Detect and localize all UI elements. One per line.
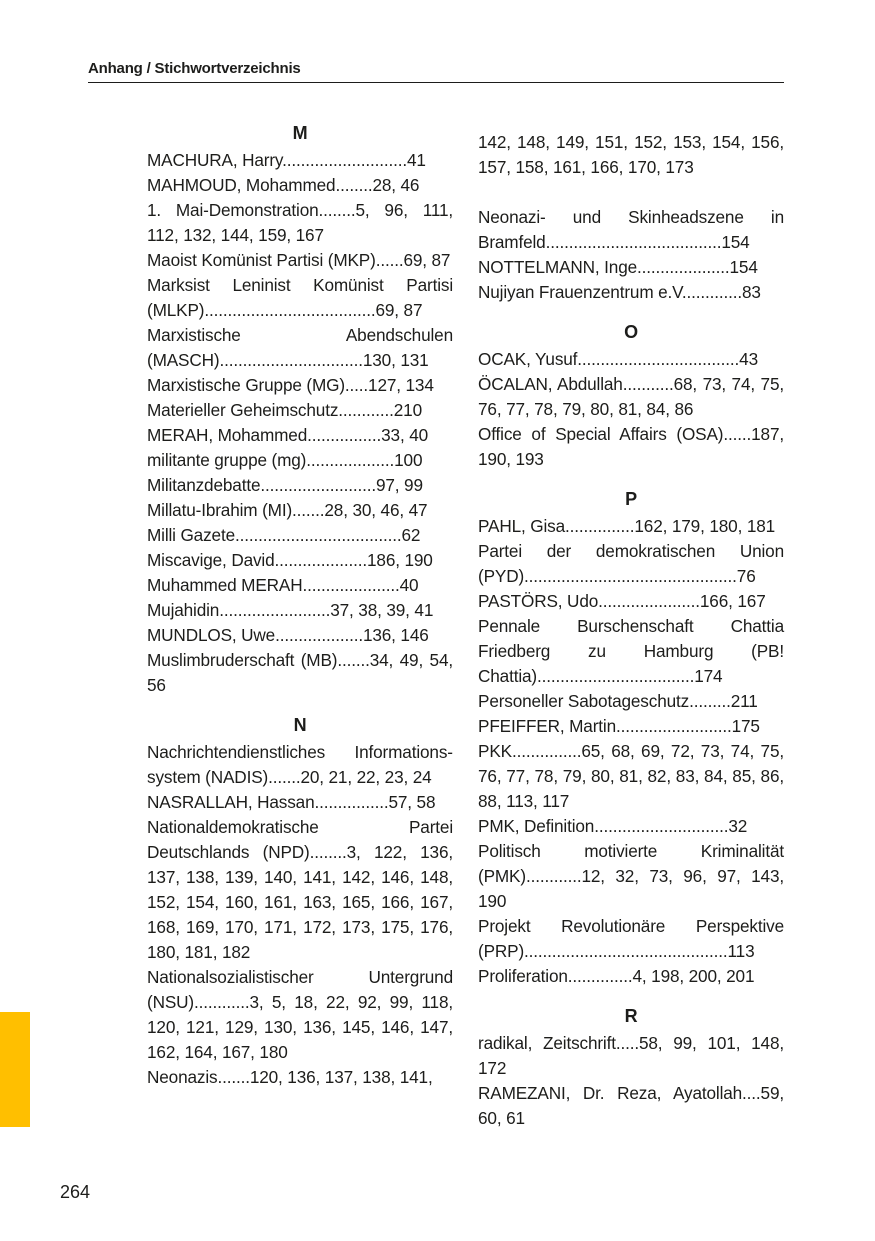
index-entry: Militanzdebatte.........................97, 99 [147,475,423,495]
index-entry: Projekt Revolutionäre Perspektive (PRP)............................................113 [478,916,784,961]
index-entry: NOTTELMANN, Inge....................154 [478,257,758,277]
index-entry: Nujiyan Frauenzentrum e.V.............83 [478,282,761,302]
index-entry: Nationaldemokratische Partei Deutschlands (NPD)........3, 122, 136, 137, 138, 139, 140, 141, 142, 146, 148, 152, 154, 160, 161, 163, 165, 166, 167, 168, 169, 170, 171, 172, 173, 175, 176, 180, 181, 182 [147,817,453,962]
index-entry: Milli Gazete....................................62 [147,525,421,545]
index-entry: PKK...............65, 68, 69, 72, 73, 74, 75, 76, 77, 78, 79, 80, 81, 82, 83, 84, 85, 86, 88, 113, 117 [478,741,784,811]
index-entry: Millatu-Ibrahim (MI).......28, 30, 46, 47 [147,500,428,520]
section-letter-o: O [624,322,638,342]
section-p-entries [478,514,784,989]
index-entry: Muslimbruderschaft (MB).......34, 49, 54, 56 [147,650,453,695]
index-entry: Marxistische Gruppe (MG).....127, 134 [147,375,434,395]
index-entry: RAMEZANI, Dr. Reza, Ayatollah....59, 60, 61 [478,1083,784,1128]
index-entry: Pennale Burschenschaft Chattia Friedberg zu Hamburg (PB! Chattia)..................................174 [478,616,784,686]
index-entry: Miscavige, David....................186, 190 [147,550,433,570]
index-entry: MERAH, Mohammed................33, 40 [147,425,429,445]
section-n-entries [147,740,453,1090]
index-entry: Personeller Sabotageschutz.........211 [478,691,758,711]
index-entry: ÖCALAN, Abdullah...........68, 73, 74, 75, 76, 77, 78, 79, 80, 81, 84, 86 [478,374,784,419]
section-letter-m: M [292,123,308,143]
index-entry: Proliferation..............4, 198, 200, 201 [478,966,755,986]
index-entry: Marxistische Abendschulen (MASCH)...............................130, 131 [147,325,453,370]
section-letter-p: P [625,489,637,509]
index-entry: PFEIFFER, Martin.........................175 [478,716,760,736]
index-entry: NASRALLAH, Hassan................57, 58 [147,792,436,812]
index-entry: Nachrichtendienstliches Informationssystem (NADIS).......20, 21, 22, 23, 24 [147,742,453,787]
section-n-continued-entries [478,205,784,305]
index-entry: Materieller Geheimschutz............210 [147,400,422,420]
index-entry: Politisch motivierte Kriminalität (PMK)............12, 32, 73, 96, 97, 143, 190 [478,841,784,911]
section-letter-n: N [293,715,307,735]
chapter-thumb-tab [0,1012,30,1127]
index-entry: Maoist Komünist Partisi (MKP)......69, 87 [147,250,451,270]
index-entry: PASTÖRS, Udo......................166, 167 [478,591,766,611]
index-entry: Neonazi- und Skinheadszene in Bramfeld......................................154 [478,207,784,252]
index-entry: Nationalsozialistischer Untergrund (NSU)............3, 5, 18, 22, 92, 99, 118, 120, 121, 129, 130, 136, 145, 146, 147, 162, 164, 167, 180 [147,967,453,1062]
index-entry: PAHL, Gisa...............162, 179, 180, 181 [478,516,776,536]
index-entry: Office of Special Affairs (OSA)......187, 190, 193 [478,424,784,469]
index-column-left [147,118,453,1090]
index-entry: militante gruppe (mg)...................100 [147,450,423,470]
section-m-entries [147,148,453,698]
index-entry: radikal, Zeitschrift.....58, 99, 101, 148, 172 [478,1033,784,1078]
section-letter-r: R [624,1006,638,1026]
index-entry: MACHURA, Harry...........................41 [147,150,426,170]
index-entry: 1. Mai-Demonstration........5, 96, 111, 112, 132, 144, 159, 167 [147,200,453,245]
index-entry: Mujahidin........................37, 38, 39, 41 [147,600,434,620]
index-entry: Marksist Leninist Komünist Partisi (MLKP).....................................69, 87 [147,275,453,320]
index-entry: Neonazis.......120, 136, 137, 138, 141, [147,1067,433,1087]
section-r-entries [478,1031,784,1131]
section-o-entries [478,347,784,472]
index-entry: Partei der demokratischen Union (PYD)..............................................76 [478,541,784,586]
index-entry: PMK, Definition.............................32 [478,816,748,836]
index-entry: Muhammed MERAH.....................40 [147,575,419,595]
index-entry: MUNDLOS, Uwe...................136, 146 [147,625,429,645]
index-entry-continued: 142, 148, 149, 151, 152, 153, 154, 156, 157, 158, 161, 166, 170, 173 [478,132,784,177]
index-entry: MAHMOUD, Mohammed........28, 46 [147,175,420,195]
index-entry: OCAK, Yusuf...................................43 [478,349,759,369]
page-number: 264 [60,1182,91,1202]
index-column-right [478,130,784,1131]
running-header: Anhang / Stichwortverzeichnis [88,59,784,83]
